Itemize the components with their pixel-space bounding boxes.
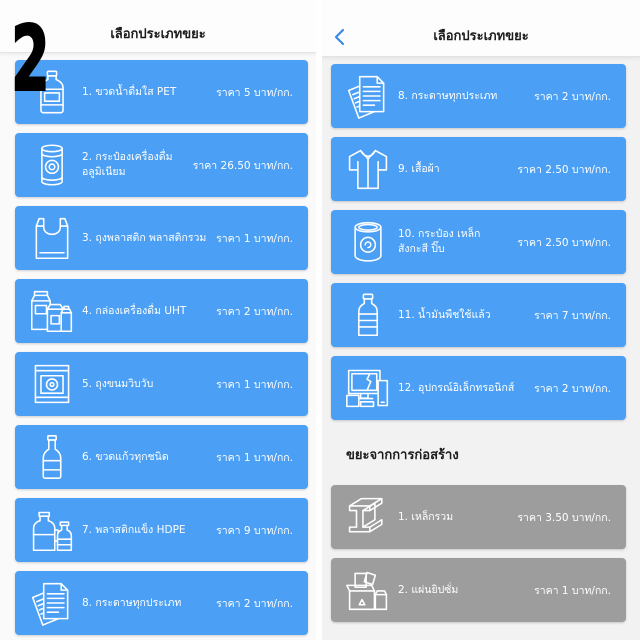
- waste-item-price: ราคา 3.50 บาท/กก.: [517, 511, 611, 524]
- waste-item-title: 9. เสื้อผ้า: [398, 162, 440, 175]
- waste-item-paper[interactable]: [331, 64, 626, 128]
- waste-item-price: ราคา 5 บาท/กก.: [216, 86, 293, 99]
- gypsum-boxes-icon: [331, 558, 398, 622]
- uht-carton-icon: [15, 279, 82, 343]
- steel-beam-icon: [331, 485, 398, 549]
- waste-item-title: 1. ขวดน้ำดื่มใส PET: [82, 85, 177, 98]
- waste-item-used-oil[interactable]: [331, 283, 626, 347]
- waste-item-paper[interactable]: [15, 571, 308, 635]
- waste-item-uht-carton[interactable]: [15, 279, 308, 343]
- hdpe-bottles-icon: [15, 498, 82, 562]
- waste-item-price: ราคา 26.50 บาท/กก.: [192, 159, 293, 172]
- waste-item-title: 5. ถุงขนมวิบวับ: [82, 377, 154, 390]
- waste-item-price: ราคา 1 บาท/กก.: [216, 232, 293, 245]
- waste-item-gypsum-board[interactable]: [331, 558, 626, 622]
- glass-bottle-icon: [15, 425, 82, 489]
- waste-item-price: ราคา 1 บาท/กก.: [534, 584, 611, 597]
- waste-item-price: ราคา 2 บาท/กก.: [534, 382, 611, 395]
- waste-item-price: ราคา 9 บาท/กก.: [216, 524, 293, 537]
- snack-bag-icon: [15, 352, 82, 416]
- waste-item-hdpe[interactable]: [15, 498, 308, 562]
- electronics-icon: [331, 356, 398, 420]
- left-page-title: เลือกประเภทขยะ: [110, 27, 206, 42]
- aluminium-can-icon: [15, 133, 82, 197]
- waste-item-price: ราคา 2.50 บาท/กก.: [517, 163, 611, 176]
- waste-item-title: 3. ถุงพลาสติก พลาสติกรวม: [82, 231, 207, 244]
- waste-item-title: 6. ขวดแก้วทุกชนิด: [82, 450, 169, 463]
- waste-item-title: 2. กระป๋องเครื่องดื่ม อลูมิเนียม: [82, 151, 173, 178]
- waste-item-price: ราคา 2 บาท/กก.: [534, 90, 611, 103]
- right-page-title: เลือกประเภทขยะ: [433, 29, 529, 44]
- paper-icon: [331, 64, 398, 128]
- waste-item-clothes[interactable]: [331, 137, 626, 201]
- waste-item-snack-bag[interactable]: [15, 352, 308, 416]
- shirt-icon: [331, 137, 398, 201]
- waste-item-title: 8. กระดาษทุกประเภท: [398, 89, 498, 102]
- waste-item-title: 1. เหล็กรวม: [398, 510, 454, 523]
- waste-item-price: ราคา 2 บาท/กก.: [216, 305, 293, 318]
- waste-item-title: 4. กล่องเครื่องดื่ม UHT: [82, 304, 187, 317]
- waste-item-title: 10. กระป๋อง เหล็ก สังกะสี ปิ๊บ: [398, 228, 481, 255]
- waste-item-electronics[interactable]: [331, 356, 626, 420]
- waste-item-aluminium-can[interactable]: [15, 133, 308, 197]
- waste-item-steel[interactable]: [331, 485, 626, 549]
- oil-bottle-icon: [331, 283, 398, 347]
- waste-item-price: ราคา 2 บาท/กก.: [216, 597, 293, 610]
- waste-item-price: ราคา 7 บาท/กก.: [534, 309, 611, 322]
- waste-item-glass-bottle[interactable]: [15, 425, 308, 489]
- construction-section-heading: ขยะจากการก่อสร้าง: [346, 448, 459, 463]
- paper-icon: [15, 571, 82, 635]
- right-screen: [322, 0, 640, 640]
- waste-item-title: 2. แผ่นยิปซั่ม: [398, 583, 459, 596]
- tin-can-icon: [331, 210, 398, 274]
- handwritten-number-annotation: 2: [11, 7, 50, 112]
- waste-item-pet-bottle[interactable]: [15, 60, 308, 124]
- waste-item-title: 12. อุปกรณ์อิเล็กทรอนิกส์: [398, 381, 515, 394]
- waste-item-tin-can[interactable]: [331, 210, 626, 274]
- waste-item-price: ราคา 2.50 บาท/กก.: [517, 236, 611, 249]
- right-header: [322, 0, 640, 57]
- plastic-bag-icon: [15, 206, 82, 270]
- waste-item-price: ราคา 1 บาท/กก.: [216, 378, 293, 391]
- waste-item-title: 11. น้ำมันพืชใช้แล้ว: [398, 308, 491, 321]
- waste-item-price: ราคา 1 บาท/กก.: [216, 451, 293, 464]
- waste-item-title: 7. พลาสติกแข็ง HDPE: [82, 523, 186, 536]
- waste-item-title: 8. กระดาษทุกประเภท: [82, 596, 182, 609]
- waste-item-plastic-bag[interactable]: [15, 206, 308, 270]
